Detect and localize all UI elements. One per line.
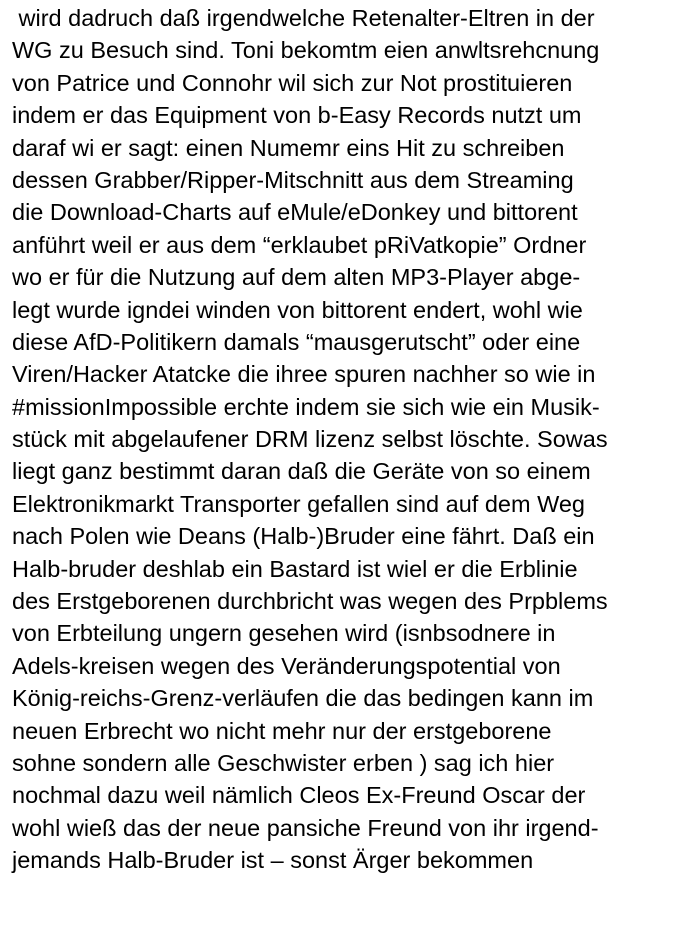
text-line: daraf wi er sagt: einen Numemr eins Hit zu schreiben bbox=[12, 134, 565, 161]
text-line: die Download-Charts auf eMule/eDonkey und bittorent bbox=[12, 199, 578, 226]
text-line: von Patrice und Connohr wil sich zur Not prostituieren bbox=[12, 69, 573, 96]
text-line: wo er für die Nutzung auf dem alten MP3-Player abge- bbox=[12, 264, 581, 291]
text-line: neuen Erbrecht wo nicht mehr nur der erstgeborene bbox=[12, 717, 552, 744]
text-line: anführt weil er aus dem “erklaubet pRiVatkopie” Ordner bbox=[12, 231, 587, 258]
body-text bbox=[12, 2, 684, 877]
text-line: Adels-kreisen wegen des Veränderungspotential von bbox=[12, 652, 561, 679]
text-line: dessen Grabber/Ripper-Mitschnitt aus dem Streaming bbox=[12, 166, 574, 193]
text-line: liegt ganz bestimmt daran daß die Geräte von so einem bbox=[12, 458, 591, 485]
text-line: Viren/Hacker Atatcke die ihree spuren nachher so wie in bbox=[12, 361, 596, 388]
text-line: legt wurde igndei winden von bittorent endert, wohl wie bbox=[12, 296, 583, 323]
text-line: jemands Halb-Bruder ist – sonst Ärger bekommen bbox=[12, 847, 534, 874]
text-line: indem er das Equipment von b-Easy Records nutzt um bbox=[12, 102, 582, 129]
text-line: stück mit abgelaufener DRM lizenz selbst löschte. Sowas bbox=[12, 426, 608, 453]
text-line: nochmal dazu weil nämlich Cleos Ex-Freund Oscar der bbox=[12, 782, 586, 809]
text-line: wohl wieß das der neue pansiche Freund von ihr irgend- bbox=[12, 814, 599, 841]
text-line: von Erbteilung ungern gesehen wird (isnbsodnere in bbox=[12, 620, 556, 647]
text-line: des Erstgeborenen durchbricht was wegen des Prpblems bbox=[12, 588, 608, 615]
text-line: nach Polen wie Deans (Halb-)Bruder eine fährt. Daß ein bbox=[12, 523, 595, 550]
text-line: diese AfD-Politikern damals “mausgerutscht” oder eine bbox=[12, 328, 581, 355]
text-line: WG zu Besuch sind. Toni bekomtm eien anwltsrehcnung bbox=[12, 37, 600, 64]
text-line: wird dadruch daß irgendwelche Retenalter-Eltren in der bbox=[12, 5, 595, 31]
text-line: Elektronikmarkt Transporter gefallen sind auf dem Weg bbox=[12, 490, 585, 517]
text-line: König-reichs-Grenz-verläufen die das bedingen kann im bbox=[12, 685, 594, 712]
text-line: Halb-bruder deshlab ein Bastard ist wiel er die Erblinie bbox=[12, 555, 578, 582]
text-line: sohne sondern alle Geschwister erben ) sag ich hier bbox=[12, 749, 555, 776]
text-line: #missionImpossible erchte indem sie sich wie ein Musik- bbox=[12, 393, 600, 420]
